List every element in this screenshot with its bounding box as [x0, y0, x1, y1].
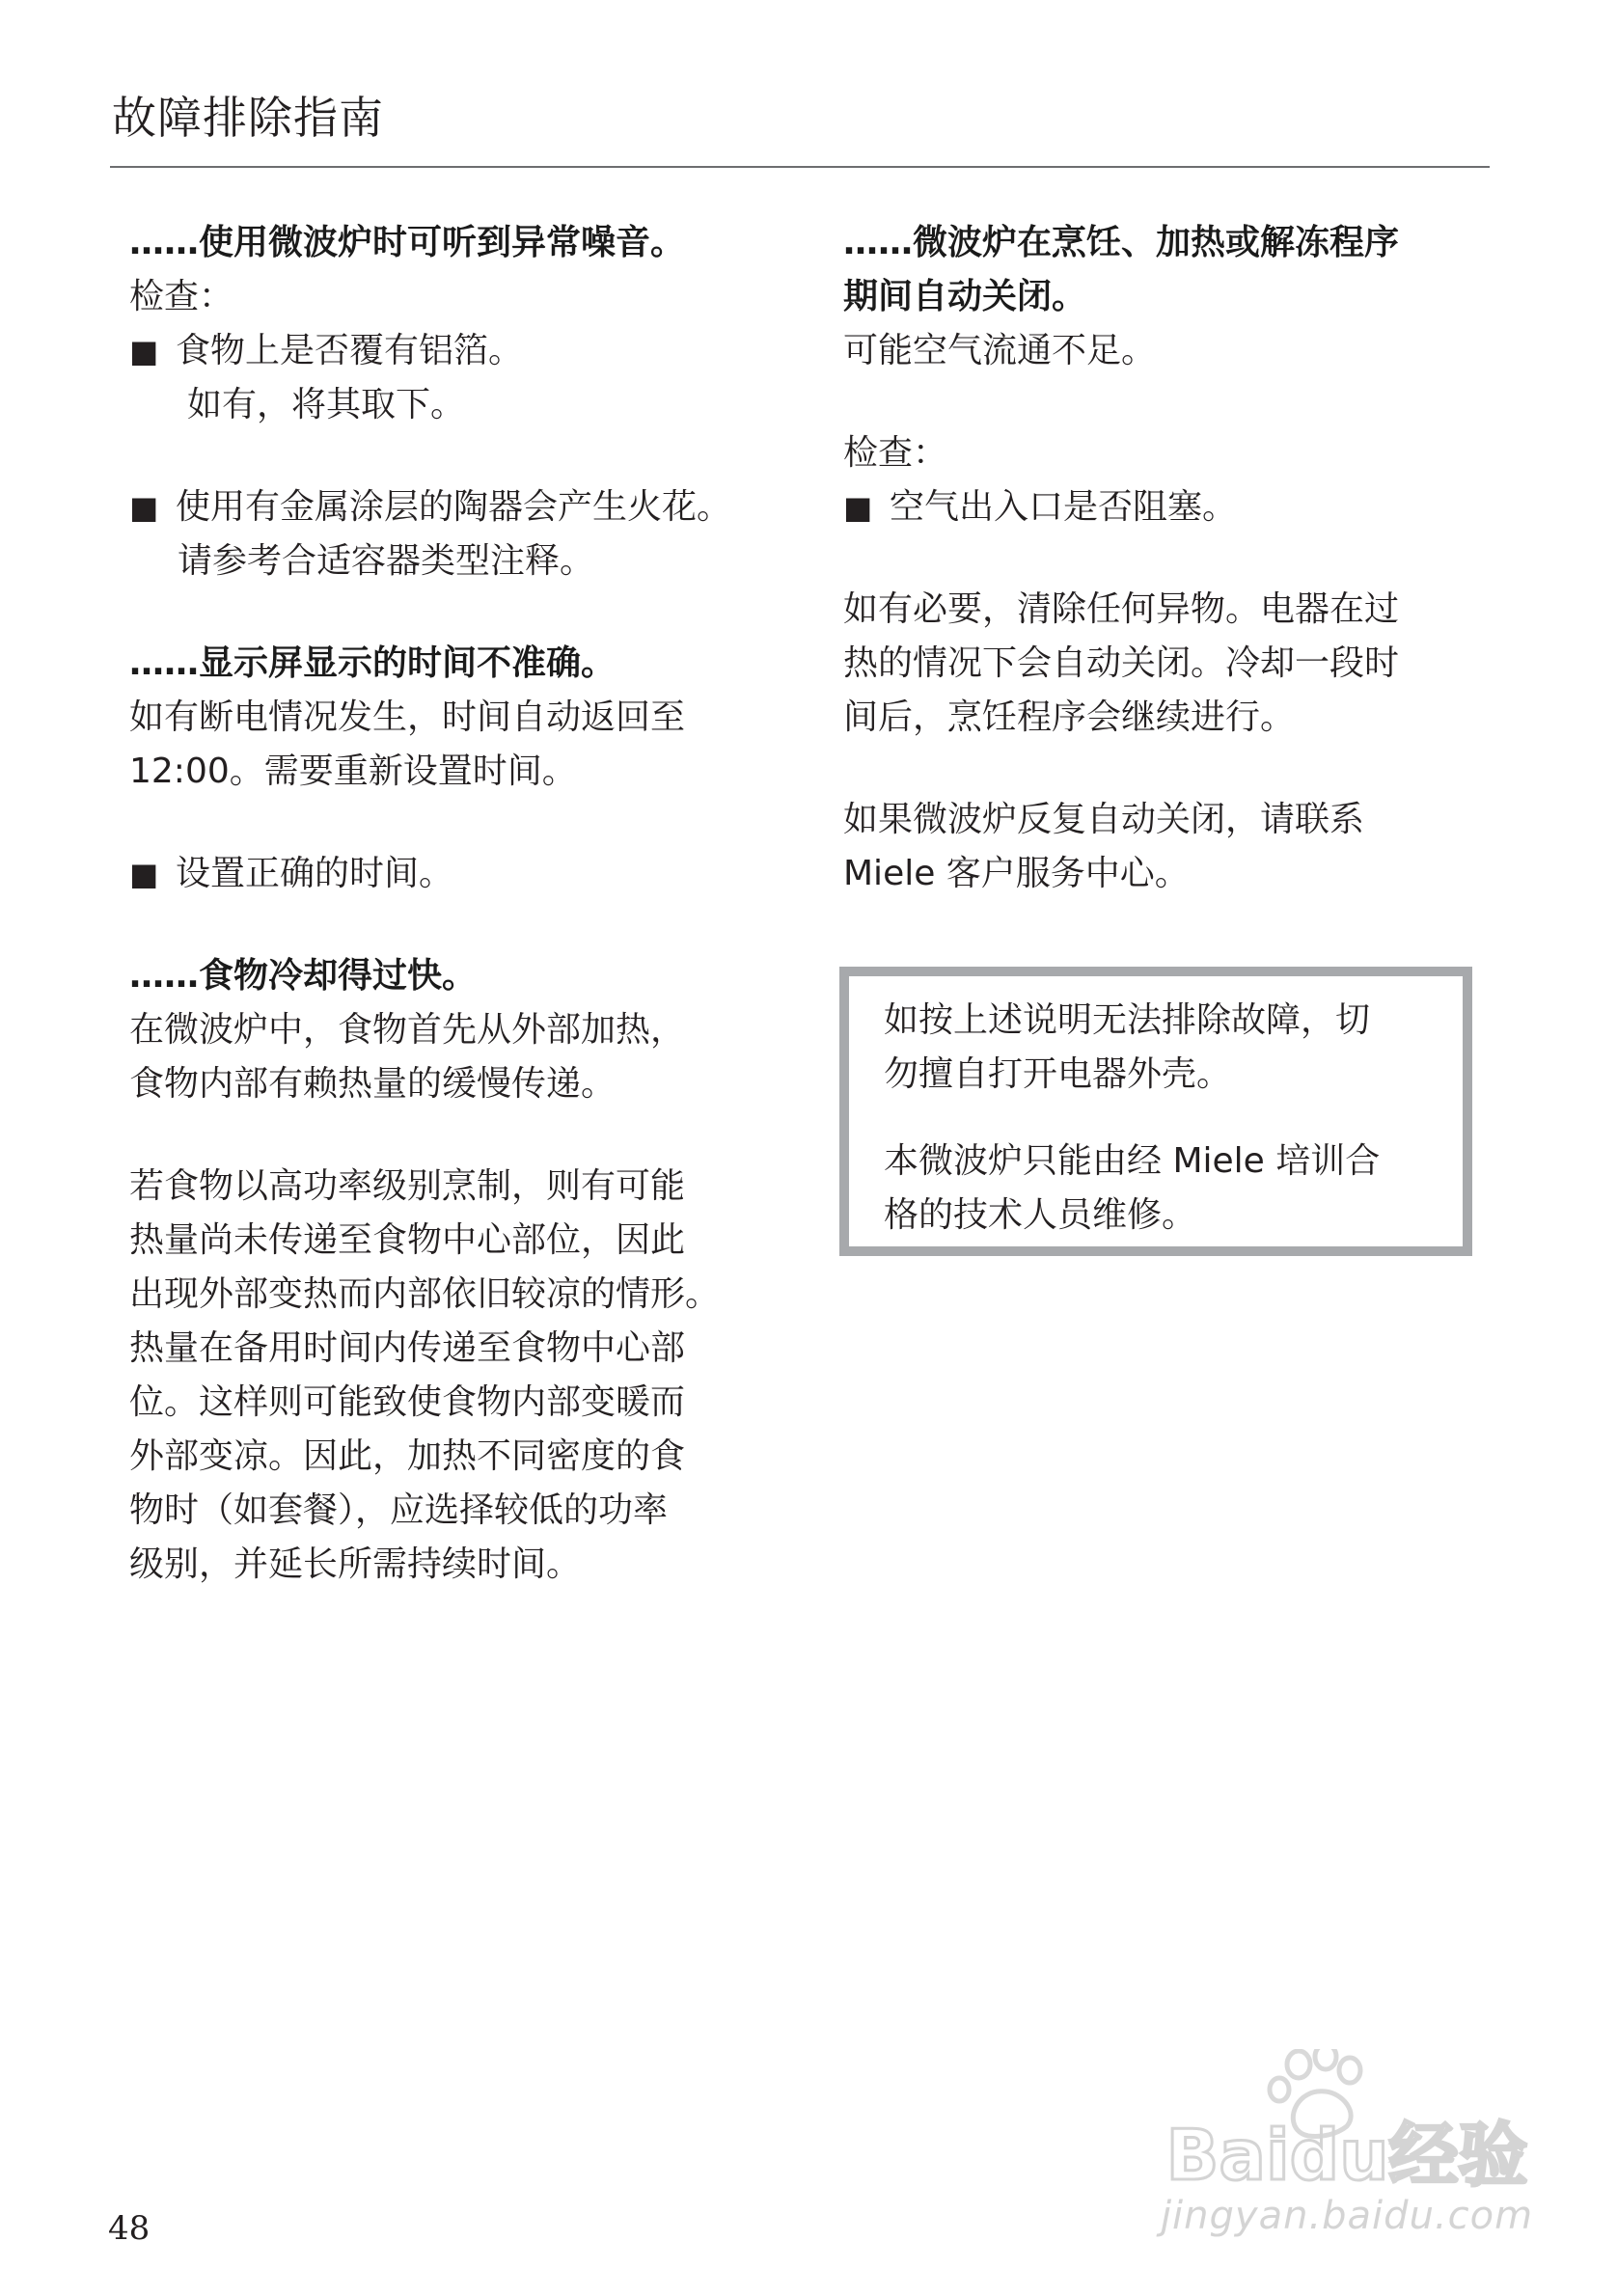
bullet-text: 食物上是否覆有铝箔。 [176, 331, 524, 370]
body-line: 如有断电情况发生，时间自动返回至 [129, 697, 686, 737]
body-line: 物时（如套餐），应选择较低的功率 [129, 1490, 669, 1530]
section-heading-shutoff-cont: 期间自动关闭。 [843, 277, 1087, 316]
bullet-text: 使用有金属涂层的陶器会产生火花。 [176, 487, 732, 527]
notice-line: 格的技术人员维修。 [884, 1195, 1197, 1235]
bullet-subtext: 如有，将其取下。 [187, 385, 466, 424]
section-heading-shutoff: ……微波炉在烹饪、加热或解冻程序 [843, 223, 1400, 262]
bullet-item [843, 480, 1480, 534]
watermark-url: jingyan.baidu.com [1160, 2194, 1534, 2238]
baidu-watermark [1154, 2049, 1540, 2252]
page-title: 故障排除指南 [112, 92, 384, 144]
body-line: 食物内部有赖热量的缓慢传递。 [129, 1064, 617, 1104]
bullet-text: 设置正确的时间。 [176, 854, 454, 893]
bullet-subtext: 请参考合适容器类型注释。 [178, 541, 595, 581]
body-line: Miele 客户服务中心。 [843, 854, 1190, 893]
bullet-square-icon: ■ [843, 489, 873, 526]
right-column [843, 216, 1480, 901]
notice-line: 勿擅自打开电器外壳。 [884, 1054, 1232, 1094]
section-heading-clock: ……显示屏显示的时间不准确。 [129, 643, 617, 683]
bullet-item [129, 847, 805, 901]
body-line: 12:00。需要重新设置时间。 [129, 752, 577, 791]
bullet-square-icon: ■ [129, 856, 159, 892]
body-line: 外部变凉。因此，加热不同密度的食 [129, 1436, 686, 1476]
bullet-text: 空气出入口是否阻塞。 [890, 487, 1238, 527]
body-line: 在微波炉中，食物首先从外部加热， [129, 1010, 686, 1050]
warning-notice-box [839, 967, 1472, 1256]
bullet-item [129, 324, 805, 378]
body-line: 若食物以高功率级别烹制，则有可能 [129, 1166, 686, 1206]
body-line: 级别，并延长所需持续时间。 [129, 1544, 582, 1584]
body-line: 出现外部变热而内部依旧较凉的情形。 [129, 1274, 721, 1314]
section-heading-noise: ……使用微波炉时可听到异常噪音。 [129, 223, 686, 262]
body-line: 如有必要，清除任何异物。电器在过 [843, 589, 1400, 629]
body-line: 位。这样则可能致使食物内部变暖而 [129, 1382, 686, 1422]
bullet-square-icon: ■ [129, 333, 159, 369]
check-label: 检查： [843, 433, 948, 473]
body-line: 如果微波炉反复自动关闭，请联系 [843, 800, 1365, 839]
check-label: 检查： [129, 277, 234, 316]
body-line: 热的情况下会自动关闭。冷却一段时 [843, 643, 1400, 683]
header-divider [110, 166, 1490, 168]
left-column [129, 216, 805, 1592]
body-line: 热量在备用时间内传递至食物中心部 [129, 1328, 686, 1368]
section-heading-cooling: ……食物冷却得过快。 [129, 956, 478, 996]
body-line: 热量尚未传递至食物中心部位，因此 [129, 1220, 686, 1260]
notice-line: 如按上述说明无法排除故障，切 [884, 1000, 1371, 1040]
bullet-square-icon: ■ [129, 489, 159, 526]
body-line: 间后，烹饪程序会继续进行。 [843, 697, 1296, 737]
body-line: 可能空气流通不足。 [843, 331, 1157, 370]
bullet-item [129, 480, 805, 534]
notice-line: 本微波炉只能由经 Miele 培训合 [884, 1141, 1381, 1181]
page-number: 48 [108, 2209, 151, 2248]
watermark-logo-text: Baidu经验 [1165, 2115, 1528, 2196]
